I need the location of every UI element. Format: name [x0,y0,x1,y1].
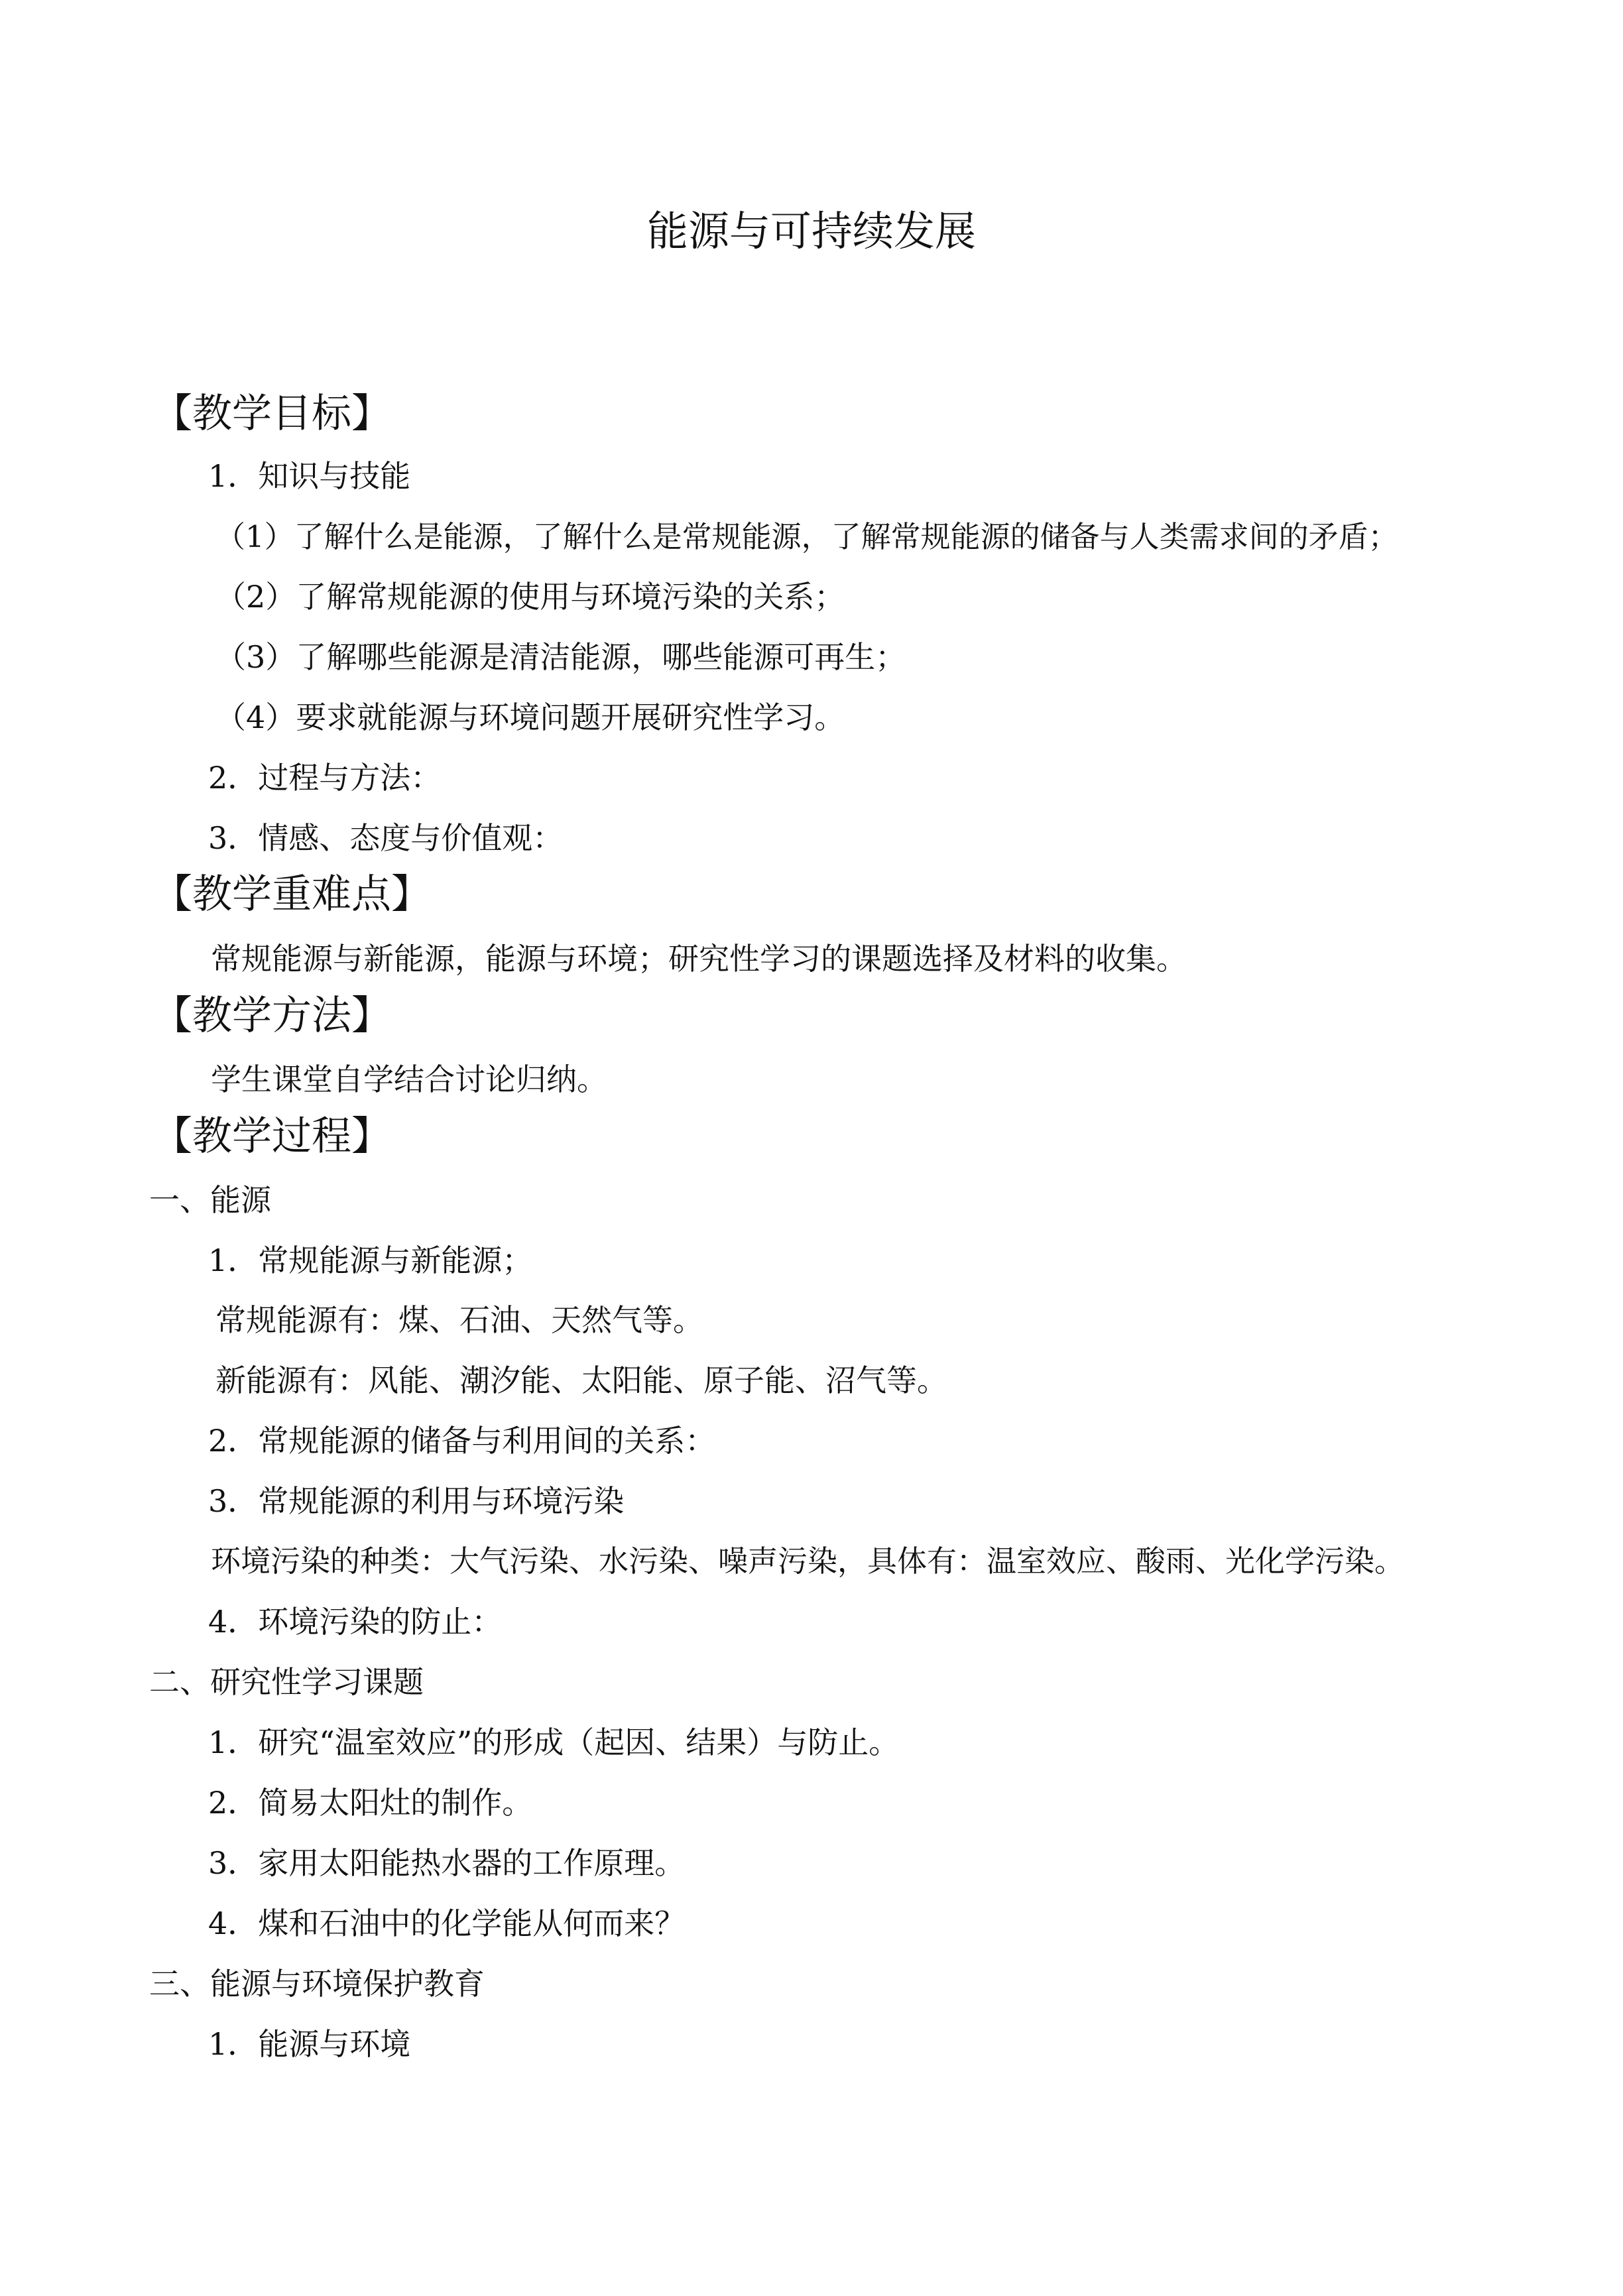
section-heading-methods: 【教学方法】 [152,993,391,1039]
process-part1-pollution-types: 环境污染的种类：大气污染、水污染、噪声污染，具体有：温室效应、酸雨、光化学污染。 [211,1543,1405,1579]
process-part1-item2: 2．常规能源的储备与利用间的关系： [208,1423,716,1459]
objective-item-3: （3）了解哪些能源是清洁能源，哪些能源可再生； [215,639,906,675]
objective-item-2: （2）了解常规能源的使用与环境污染的关系； [215,579,845,615]
process-part1-new: 新能源有：风能、潮汐能、太阳能、原子能、沼气等。 [215,1362,947,1398]
objective-knowledge-heading: 1．知识与技能 [208,458,411,494]
objective-item-4: （4）要求就能源与环境问题开展研究性学习。 [215,699,845,735]
objective-item-1: （1）了解什么是能源，了解什么是常规能源，了解常规能源的储备与人类需求间的矛盾； [215,519,1398,554]
document-title: 能源与可持续发展 [646,207,976,255]
process-part2-heading: 二、研究性学习课题 [149,1664,424,1700]
process-part2-item-1: 1．研究“温室效应”的形成（起因、结果）与防止。 [208,1724,900,1760]
process-part2-item-2: 2．简易太阳灶的制作。 [208,1785,533,1821]
process-part1-heading: 一、能源 [149,1182,271,1218]
section-heading-key-points: 【教学重难点】 [152,871,431,918]
process-part3-item1: 1．能源与环境 [208,2026,411,2062]
section-heading-objectives: 【教学目标】 [152,391,391,437]
process-part1-item1: 1．常规能源与新能源； [208,1242,533,1278]
objective-emotion: 3．情感、态度与价值观： [208,820,564,856]
objective-process-method: 2．过程与方法： [208,760,442,796]
process-part2-item-3: 3．家用太阳能热水器的工作原理。 [208,1845,686,1881]
process-part1-conventional: 常规能源有：煤、石油、天然气等。 [215,1302,703,1338]
key-points-text: 常规能源与新能源，能源与环境；研究性学习的课题选择及材料的收集。 [211,941,1187,977]
process-part1-item3: 3．常规能源的利用与环境污染 [208,1483,625,1519]
section-heading-process: 【教学过程】 [152,1113,391,1160]
process-part2-item-4: 4．煤和石油中的化学能从何而来？ [208,1905,686,1941]
process-part1-item4: 4．环境污染的防止： [208,1604,503,1640]
process-part3-heading: 三、能源与环境保护教育 [149,1966,485,2002]
methods-text: 学生课堂自学结合讨论归纳。 [211,1061,607,1097]
